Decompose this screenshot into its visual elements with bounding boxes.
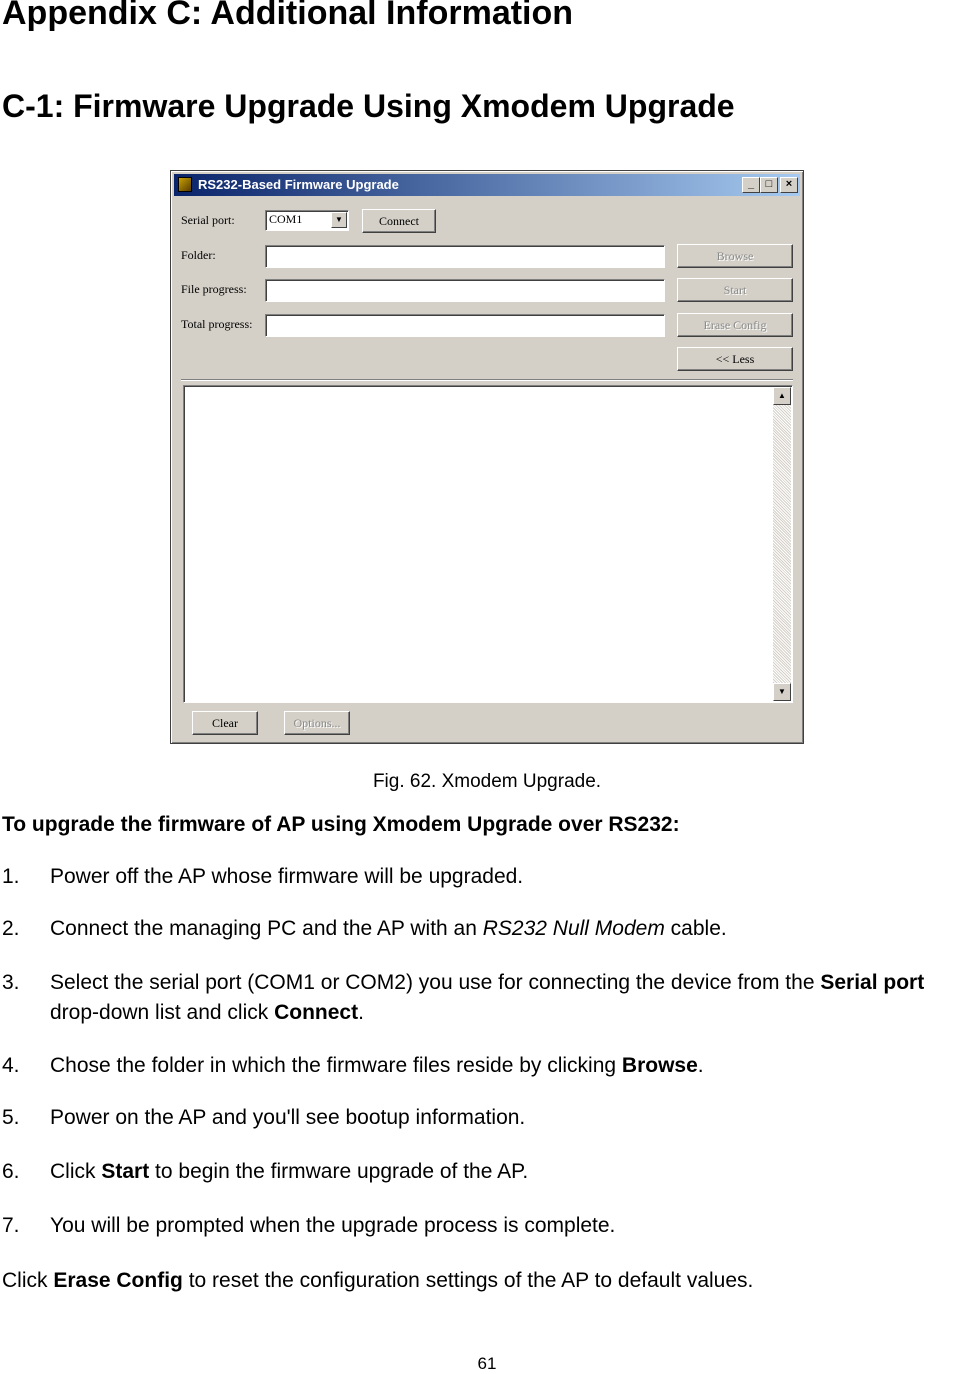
list-number: 3.	[2, 971, 20, 994]
list-text	[50, 862, 974, 892]
erase-config-button[interactable]: Erase Config	[677, 313, 793, 337]
list-text	[50, 1157, 974, 1187]
text-run: to begin the firmware upgrade of the AP.	[149, 1160, 529, 1183]
output-log-area[interactable]	[183, 385, 793, 703]
list-number: 1.	[2, 865, 20, 888]
scroll-down-icon[interactable]: ▼	[773, 683, 791, 701]
browse-button[interactable]: Browse	[677, 244, 793, 268]
file-progress-label: File progress:	[181, 282, 247, 296]
options-button[interactable]: Options...	[284, 711, 350, 735]
text-run: .	[697, 1054, 704, 1077]
text-run: Power on the AP and you'll see bootup information.	[50, 1106, 526, 1129]
text-run: You will be prompted when the upgrade process is complete.	[50, 1214, 616, 1237]
text-run-bold: Erase Config	[53, 1269, 183, 1292]
page-number: 61	[477, 1354, 497, 1373]
serial-port-value: COM1	[269, 212, 303, 226]
text-run: Click	[50, 1160, 102, 1183]
minimize-button[interactable]: _	[742, 177, 760, 193]
list-number: 4.	[2, 1054, 20, 1077]
page-heading: Appendix C: Additional Information	[2, 0, 574, 32]
list-text	[50, 914, 974, 944]
text-run-bold: Connect	[274, 1001, 359, 1024]
start-button[interactable]: Start	[677, 278, 793, 302]
window-title: RS232-Based Firmware Upgrade	[198, 177, 399, 192]
serial-port-label: Serial port:	[181, 213, 235, 227]
list-number: 5.	[2, 1106, 20, 1129]
text-run: .	[358, 1001, 364, 1024]
section-heading: C-1: Firmware Upgrade Using Xmodem Upgrade	[2, 88, 735, 124]
list-text	[50, 1211, 974, 1241]
less-button[interactable]: << Less	[677, 347, 793, 371]
vertical-scrollbar[interactable]	[773, 387, 791, 701]
text-run-bold: Browse	[621, 1054, 698, 1077]
divider	[181, 379, 793, 381]
connect-button[interactable]: Connect	[362, 209, 436, 233]
folder-input[interactable]	[265, 245, 665, 268]
text-run: Chose the folder in which the firmware files reside by clicking	[50, 1054, 622, 1077]
maximize-button[interactable]: □	[760, 177, 778, 193]
chevron-down-icon[interactable]: ▼	[331, 212, 347, 228]
folder-label: Folder:	[181, 248, 216, 262]
scroll-up-icon[interactable]: ▲	[773, 387, 791, 405]
erase-config-note	[2, 1269, 753, 1293]
window-titlebar[interactable]	[174, 174, 800, 196]
text-run: to reset the configuration settings of the AP to default values.	[182, 1269, 754, 1292]
text-run: cable.	[664, 917, 727, 940]
list-text	[50, 968, 974, 1028]
text-run: Connect the managing PC and the AP with an	[50, 917, 483, 940]
list-number: 7.	[2, 1214, 20, 1237]
text-run: Select the serial port (COM1 or COM2) you use for connecting the device from the	[50, 971, 821, 994]
total-progress-label: Total progress:	[181, 317, 253, 331]
list-number: 2.	[2, 917, 20, 940]
instructions-lead: To upgrade the firmware of AP using Xmodem Upgrade over RS232:	[2, 813, 680, 836]
list-number: 6.	[2, 1160, 20, 1183]
firmware-upgrade-window	[170, 170, 804, 744]
text-run-bold: Start	[101, 1160, 150, 1183]
text-run: Power off the AP whose firmware will be upgraded.	[50, 865, 524, 888]
clear-button[interactable]: Clear	[192, 711, 258, 735]
list-text	[50, 1051, 974, 1081]
text-run-bold: Serial port	[820, 971, 925, 994]
app-icon	[178, 177, 192, 192]
close-button[interactable]: ×	[780, 177, 798, 193]
text-run-italic: RS232 Null Modem	[482, 917, 665, 940]
file-progress-bar	[265, 279, 665, 302]
total-progress-bar	[265, 314, 665, 337]
list-text	[50, 1103, 974, 1133]
figure-caption: Fig. 62. Xmodem Upgrade.	[372, 771, 602, 792]
text-run: Click	[2, 1269, 54, 1292]
text-run: drop-down list and click	[50, 1001, 275, 1024]
serial-port-select[interactable]	[265, 210, 349, 231]
